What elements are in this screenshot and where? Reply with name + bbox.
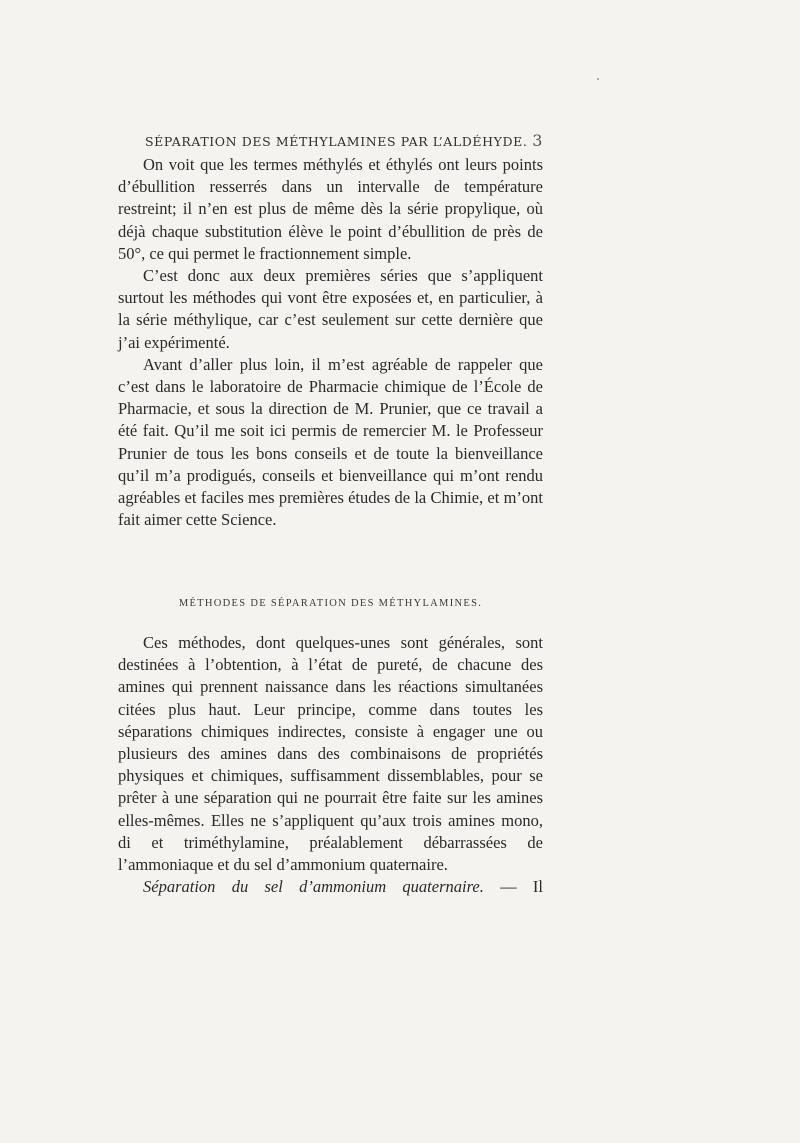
paragraph-methods: Ces méthodes, dont quelques-unes sont générales, sont destinées à l’obtention, à l’état de pureté, de chacune des amines qui prennent naissance dans les réactions simultanées citées plus haut. Leur principe, comme dans toutes les séparations chimiques indirectes, consiste à engager une ou plusieurs des amines dans des combinaisons de propriétés physiques et chimiques, suffisamment dissemblables, pour se prêter à une séparation qui ne pourrait être faite sur les amines elles-mêmes. Elles ne s’appliquent qu’aux trois amines mono, di et triméthylamine, préalablement débarrassées de l’ammoniaque et du sel d’ammonium quaternaire. bbox=[118, 633, 543, 875]
paragraph-acknowledgement: Avant d’aller plus loin, il m’est agréable de rappeler que c’est dans le laboratoire de Pharmacie chimique de l’École de Pharmacie, et sous la direction de M. Prunier, que ce travail a été fait. Qu’il me soit ici permis de remercier M. le Professeur Prunier de tous les bons conseils et de toute la bienveillance qu’il m’a prodigués, conseils et bienveillance qui m’ont rendu agréables et faciles mes premières études de la Chimie, et m’ont fait aimer cette Science. bbox=[118, 354, 543, 530]
subsection-line bbox=[118, 876, 543, 898]
running-head bbox=[145, 131, 543, 156]
page-number: 3 bbox=[532, 131, 543, 150]
subsection-title: Séparation du sel d’ammonium quaternaire. bbox=[143, 877, 484, 897]
section-heading: MÉTHODES DE SÉPARATION DES MÉTHYLAMINES. bbox=[178, 598, 483, 609]
em-dash: — bbox=[500, 877, 517, 897]
running-title: SÉPARATION DES MÉTHYLAMINES PAR L’ALDÉHYDE. bbox=[145, 134, 528, 149]
paragraph-series: C’est donc aux deux premières séries que s’appliquent surtout les méthodes qui vont être exposées et, en particulier, à la série méthylique, car c’est seulement sur cette dernière que j’ai expérimenté. bbox=[118, 266, 543, 352]
body-text-block bbox=[118, 154, 543, 531]
paper-speck bbox=[597, 78, 599, 80]
paragraph-boiling-points: On voit que les termes méthylés et éthylés ont leurs points d’ébullition resserrés dans un intervalle de température restreint; il n’en est plus de même dès la série propylique, où déjà chaque substitution élève le point d’ébullition de près de 50°, ce qui permet le fractionnement simple. bbox=[118, 155, 543, 263]
section-text-block bbox=[118, 632, 543, 898]
continuation-word: Il bbox=[532, 877, 543, 897]
